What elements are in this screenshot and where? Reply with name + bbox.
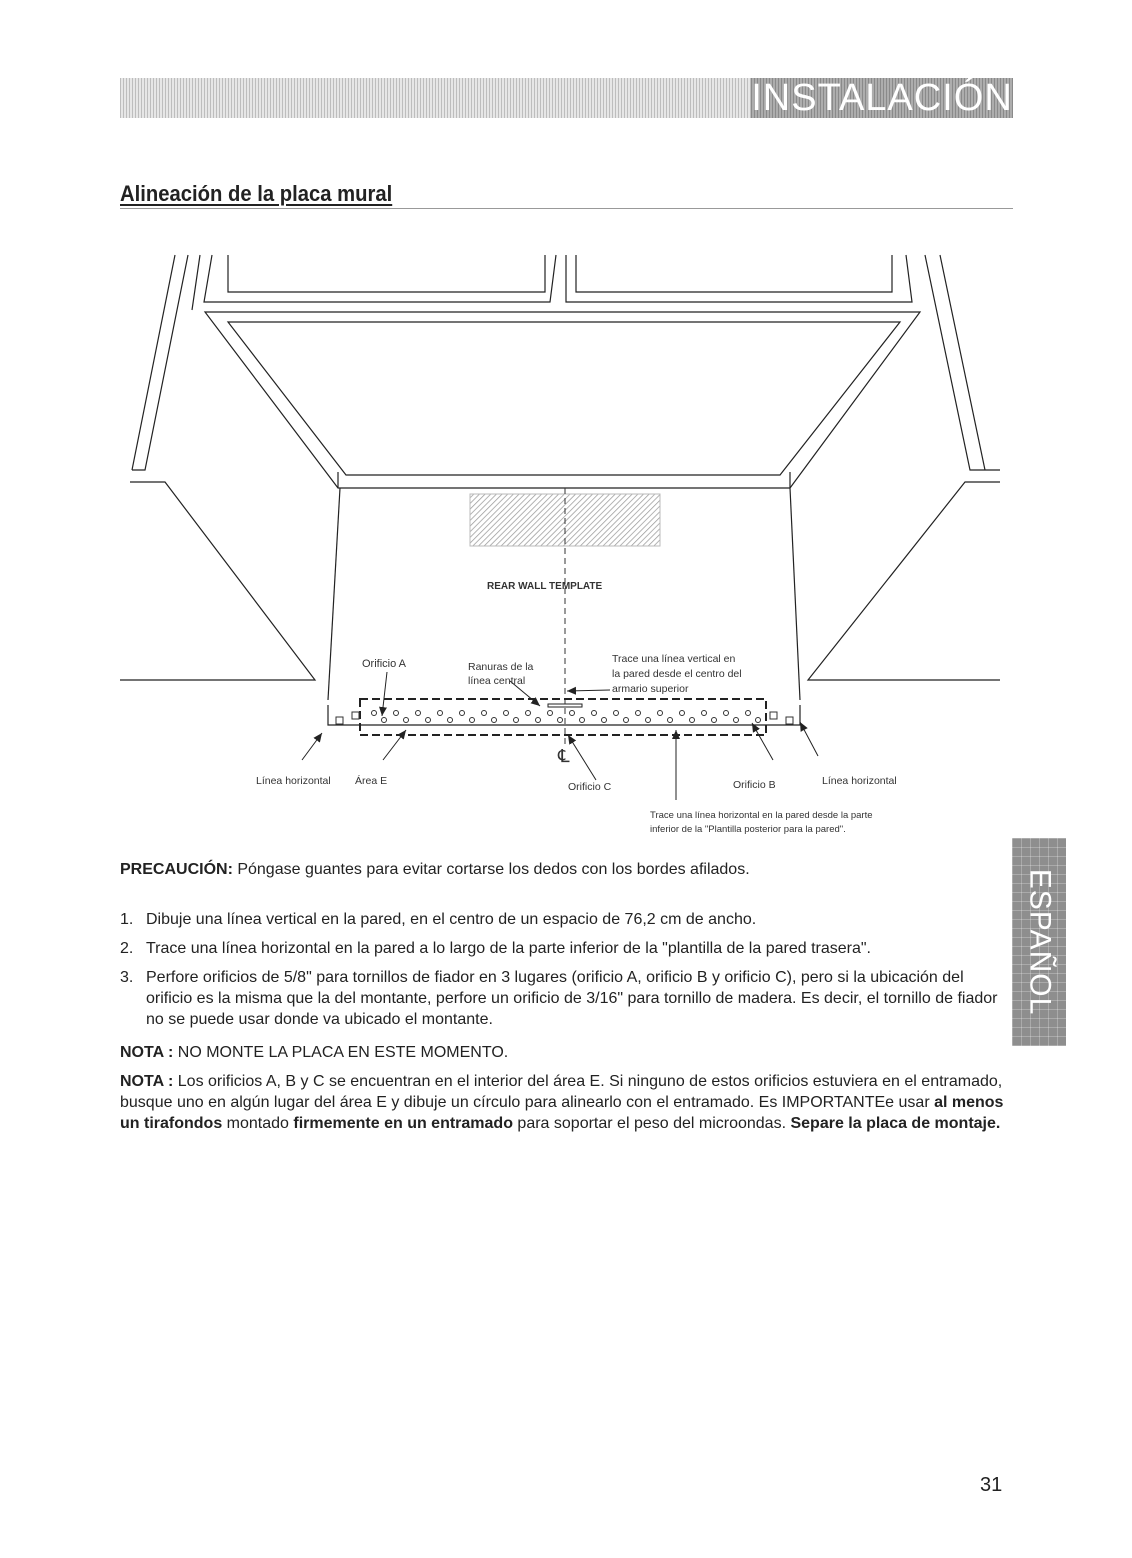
note-emphasis: firmemente en un entramado [293,1115,513,1132]
note-text: para soportar el peso del microondas. [512,1115,791,1132]
label-orificio-c: Orificio C [568,781,612,793]
label-trace-vertical-2: la pared desde el centro del [612,668,742,680]
centerline-symbol: ℄ [558,746,570,766]
step-number: 3. [120,969,134,986]
note-label: NOTA : [120,1044,174,1061]
cabinet-drawing [120,255,1000,725]
step-number: 1. [120,911,134,928]
note-text: montado [222,1115,294,1132]
label-orificio-b: Orificio B [733,779,776,791]
step-text: Dibuje una línea vertical en la pared, en el centro de un espacio de 76,2 cm de ancho. [146,911,757,928]
caution-text: Póngase guantes para evitar cortarse los dedos con los bordes afilados. [232,861,750,878]
step-item [120,967,1010,1030]
step-text: Trace una línea horizontal en la pared a lo largo de la parte inferior de la "plantilla de la pared trasera". [146,940,871,957]
step-number: 2. [120,940,134,957]
step-text: Perfore orificios de 5/8" para tornillos de fiador en 3 lugares (orificio A, orificio B y orificio C), pero si la ubicación del orificio es la misma que la del montante, perfore un orificio de 3/16" para tornillo de madera. Es decir, el tornillo de fiador no se puede usar donde va ubicado el montante. [146,969,998,1028]
step-item [120,909,1010,930]
note-text: Los orificios A, B y C se encuentran en el interior del área E. Si ninguno de estos orificios estuviera en el entramado, busque uno en algún lugar del área E y dibuje un círculo para alinearlo con el entramado. Es IMPORTANTEe usar [120,1073,1003,1111]
note-paragraph-1 [120,1042,1010,1063]
label-trace-horizontal-1: Trace una línea horizontal en la pared desde la parte [650,810,873,821]
language-side-tab [1012,838,1066,1046]
rear-wall-template-label: REAR WALL TEMPLATE [487,581,603,592]
note-emphasis: al menos un tirafondos [120,1094,1004,1132]
step-item [120,938,1010,959]
label-linea-horizontal-right: Línea horizontal [822,775,897,787]
label-linea-horizontal-left: Línea horizontal [256,775,331,787]
caution-paragraph [120,859,1010,880]
note-emphasis: Separe la placa de montaje. [790,1115,1001,1132]
label-trace-vertical-1: Trace una línea vertical en [612,653,736,665]
banner-title: INSTALACIÓN [751,77,1013,119]
note-label: NOTA : [120,1073,174,1090]
label-ranuras-2: línea central [468,675,526,687]
language-label: ESPAÑOL [1023,868,1056,1016]
note-text: NO MONTE LA PLACA EN ESTE MOMENTO. [173,1044,509,1061]
label-ranuras-1: Ranuras de la [468,661,534,673]
page-number: 31 [980,1474,1003,1496]
label-orificio-a: Orificio A [362,658,407,670]
label-trace-horizontal-2: inferior de la "Plantilla posterior para la pared". [650,824,846,835]
instruction-steps [120,909,1010,1038]
caution-label: PRECAUCIÓN: [120,861,233,878]
label-area-e: Área E [355,775,388,787]
section-title: Alineación de la placa mural [120,181,393,206]
note-paragraph-2 [120,1071,1010,1134]
label-trace-vertical-3: armario superior [612,683,689,695]
